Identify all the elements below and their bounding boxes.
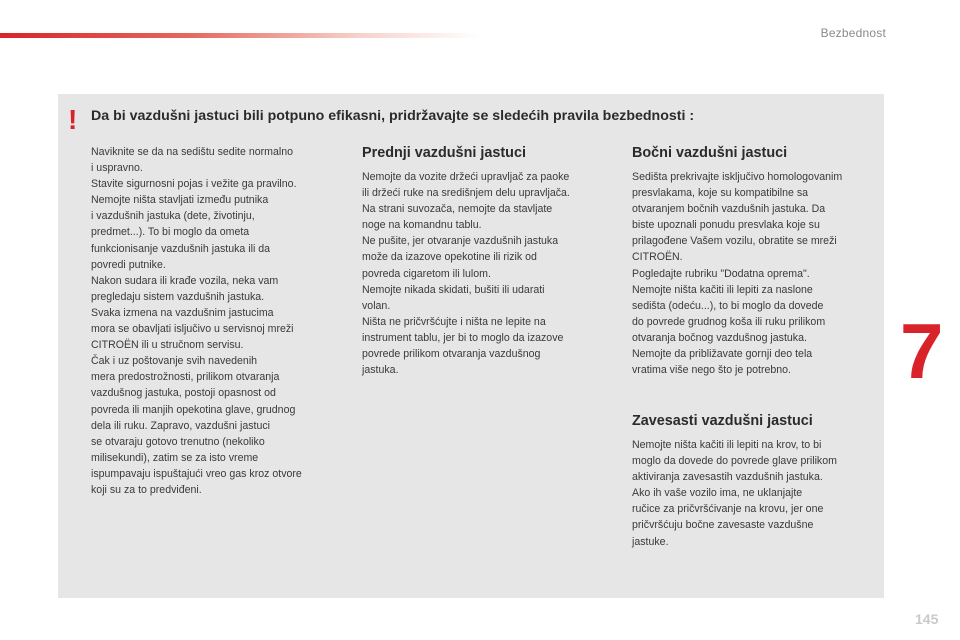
general-rules-column (91, 144, 343, 498)
side-airbags-title: Bočni vazdušni jastuci (632, 145, 788, 161)
warning-heading: Da bi vazdušni jastuci bili potpuno efikasni, pridržavajte se sledećih pravila bezbednosti : (91, 108, 695, 124)
front-airbags-section (362, 144, 614, 378)
warning-box (58, 94, 884, 598)
side-airbags-text: Sedišta prekrivajte isključivo homologovanim presvlakama, koje su kompatibilne sa otvaranjem bočnih vazdušnih jastuka. Da biste upoznali ponudu presvlaka koje su prilagođene Vašem vozilu, obratite se mreži CITROËN. Pogledajte rubriku "Dodatna oprema". Nemojte ništa kačiti ili lepiti za naslone sedišta (odeću...), to bi moglo da dovede do povrede grudnog koša ili ruku prilikom otvaranja bočnog vazdušnog jastuka. Nemojte da približavate gornji deo tela vratima više nego što je potrebno. (632, 171, 843, 377)
section-title: Bezbednost (820, 26, 886, 40)
header-accent-bar (0, 33, 480, 38)
exclamation-icon: ! (68, 104, 78, 135)
curtain-airbags-title: Zavesasti vazdušni jastuci (632, 413, 813, 429)
curtain-airbags-text: Nemojte ništa kačiti ili lepiti na krov, to bi moglo da dovede do povrede glave prilikom aktiviranja zavesastih vazdušnih jastuka. Ako ih vaše vozilo ima, ne uklanjajte ručice za pričvršćivanje na krovu, jer one pričvršćuju bočne zavesaste vazdušne jastuke. (632, 439, 837, 548)
front-airbags-title: Prednji vazdušni jastuci (362, 145, 526, 161)
front-airbags-text: Nemojte da vozite držeći upravljač za paoke ili držeći ruke na središnjem delu upravljača. Na strani suvozača, nemojte da stavljate noge na komandnu tablu. Ne pušite, jer otvaranje vazdušnih jastuka može da izazove opekotine ili rizik od povreda cigaretom ili lulom. Nemojte nikada skidati, bušiti ili udarati volan. Ništa ne pričvršćujte i ništa ne lepite na instrument tablu, jer bi to moglo da izazove povrede prilikom otvaranja vazdušnog jastuka. (362, 171, 570, 377)
page-number: 145 (915, 611, 939, 627)
curtain-airbags-section (632, 412, 884, 550)
chapter-number: 7 (900, 307, 944, 395)
side-airbags-section (632, 144, 884, 378)
general-rules-text: Naviknite se da na sedištu sedite normalno i uspravno. Stavite sigurnosni pojas i vežite ga pravilno. Nemojte ništa stavljati između putnika i vazdušnih jastuka (dete, životinju, predmet...). To bi moglo da ometa funkcionisanje vazdušnih jastuka ili da povredi putnike. Nakon sudara ili krađe vozila, neka vam pregledaju sistem vazdušnih jastuka. Svaka izmena na vazdušnim jastucima mora se obavljati isljučivo u servisnoj mreži CITROËN ili u stručnom servisu. Čak i uz poštovanje svih navedenih mera predostrožnosti, prilikom otvaranja vazdušnog jastuka, postoji opasnost od povreda ili manjih opekotina glave, grudnog dela ili ruku. Zapravo, vazdušni jastuci se otvaraju gotovo trenutno (nekoliko milisekundi), zatim se za isto vreme ispumpavaju ispuštajući vreo gas kroz otvore koji su za to predviđeni. (91, 146, 302, 496)
